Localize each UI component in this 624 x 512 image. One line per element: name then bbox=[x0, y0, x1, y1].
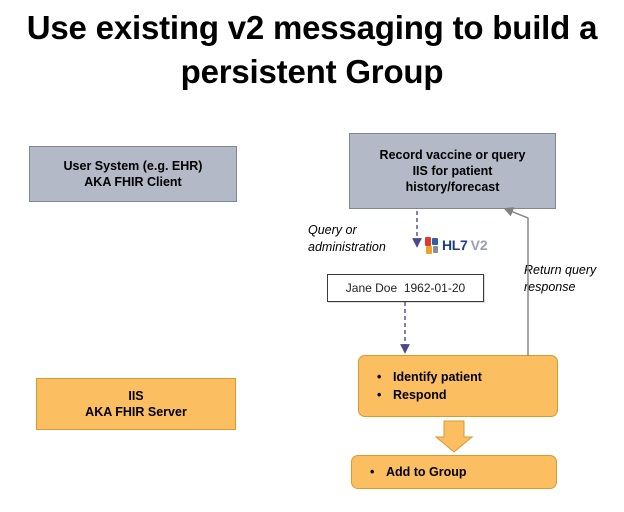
bullet-item bbox=[370, 464, 467, 480]
page-title: Use existing v2 messaging to build a persistent Group bbox=[26, 9, 598, 90]
orange-down-arrow bbox=[436, 421, 472, 452]
iis-line1: IIS bbox=[128, 389, 144, 403]
record-vaccine-line1: Record vaccine or query bbox=[379, 148, 526, 162]
user-system-line2: AKA FHIR Client bbox=[84, 175, 182, 189]
identify-respond-box bbox=[358, 355, 558, 417]
user-system-line1: User System (e.g. EHR) bbox=[63, 159, 203, 173]
patient-record-chip bbox=[327, 274, 484, 302]
query-or-administration-label: Query or administration bbox=[308, 223, 386, 254]
hl7-version-text: V2 bbox=[470, 237, 488, 253]
bullet-dot-icon: • bbox=[370, 465, 375, 479]
hl7-badge bbox=[425, 236, 488, 254]
bullet-item bbox=[377, 387, 482, 403]
iis-box bbox=[36, 378, 236, 430]
record-vaccine-line2: IIS for patient bbox=[412, 164, 493, 178]
add-to-group-text: Add to Group bbox=[386, 465, 467, 479]
hl7-logo-icon bbox=[425, 237, 439, 254]
user-system-box bbox=[29, 146, 237, 202]
bullet-item bbox=[377, 369, 482, 385]
record-vaccine-box bbox=[349, 133, 556, 209]
iis-line2: AKA FHIR Server bbox=[85, 405, 187, 419]
add-to-group-box bbox=[351, 455, 557, 489]
bullet-dot-icon: • bbox=[377, 370, 382, 384]
hl7-brand-text: HL7 bbox=[442, 237, 468, 253]
patient-chip-text: Jane Doe 1962-01-20 bbox=[345, 281, 466, 295]
bullet-dot-icon: • bbox=[377, 388, 382, 402]
identify-patient-text: Identify patient bbox=[393, 370, 482, 384]
record-vaccine-line3: history/forecast bbox=[405, 180, 500, 194]
respond-text: Respond bbox=[393, 388, 447, 402]
return-query-response-label: Return query response bbox=[524, 263, 597, 294]
